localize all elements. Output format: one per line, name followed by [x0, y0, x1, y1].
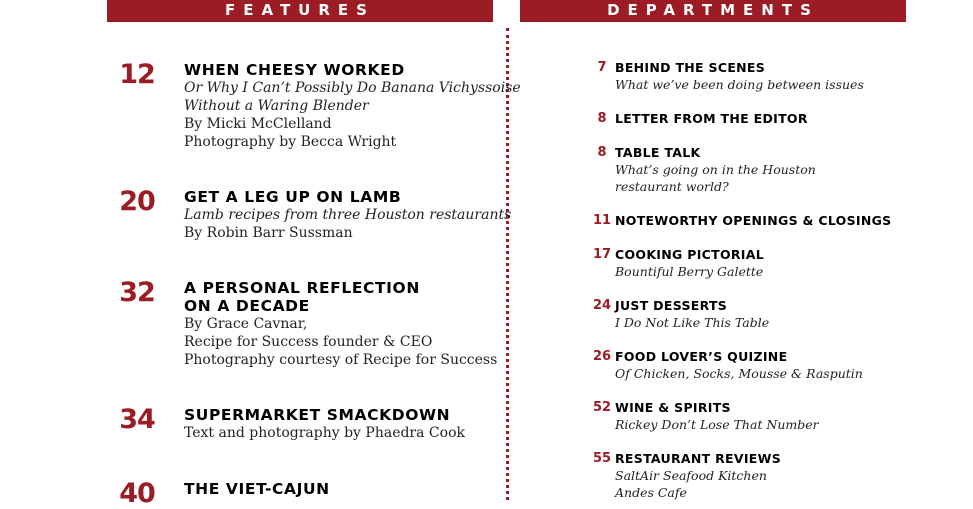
department-body [615, 247, 915, 280]
feature-credit: By Grace Cavnar, [184, 316, 308, 332]
feature-title: WHEN CHEESY WORKED [184, 61, 405, 79]
department-page-number: 11 [592, 213, 612, 228]
department-subtitle: I Do Not Like This Table [615, 315, 770, 330]
department-page-number: 17 [592, 247, 612, 262]
feature-subtitle: Lamb recipes from three Houston restaurants [184, 207, 512, 223]
department-subtitle: Rickey Don’t Lose That Number [615, 417, 819, 432]
department-body [615, 400, 915, 433]
department-body [615, 111, 915, 127]
department-body [615, 145, 915, 195]
department-body [615, 60, 915, 93]
feature-credit: Photography courtesy of Recipe for Success [184, 352, 498, 368]
department-page-number: 7 [597, 60, 607, 75]
feature-body [184, 406, 504, 442]
department-title: JUST DESSERTS [615, 298, 728, 313]
feature-title: A PERSONAL REFLECTION [184, 279, 420, 297]
department-body [615, 349, 915, 382]
department-page-number: 24 [592, 298, 612, 313]
feature-credit: Recipe for Success founder & CEO [184, 334, 433, 350]
feature-page-number: 12 [119, 59, 155, 90]
feature-subtitle: Or Why I Can’t Possibly Do Banana Vichyssoise [184, 80, 521, 96]
feature-credit: By Micki McClelland [184, 116, 332, 132]
department-page-number: 8 [597, 145, 607, 160]
feature-credit: Text and photography by Phaedra Cook [184, 425, 465, 441]
feature-body [184, 480, 504, 498]
features-header: FEATURES [107, 0, 493, 22]
dotted-divider [506, 28, 509, 500]
departments-header: DEPARTMENTS [520, 0, 906, 22]
feature-title: GET A LEG UP ON LAMB [184, 188, 402, 206]
feature-body [184, 61, 521, 151]
feature-body [184, 188, 512, 242]
department-body [615, 451, 915, 501]
department-title: NOTEWORTHY OPENINGS & CLOSINGS [615, 213, 892, 228]
feature-credit: By Robin Barr Sussman [184, 225, 353, 241]
department-subtitle: Of Chicken, Socks, Mousse & Rasputin [615, 366, 863, 381]
department-title: LETTER FROM THE EDITOR [615, 111, 808, 126]
feature-body [184, 279, 504, 369]
department-page-number: 26 [592, 349, 612, 364]
department-subtitle: Bountiful Berry Galette [615, 264, 764, 279]
feature-credit: Photography by Becca Wright [184, 134, 397, 150]
department-title: WINE & SPIRITS [615, 400, 731, 415]
feature-page-number: 32 [119, 277, 155, 308]
department-title: RESTAURANT REVIEWS [615, 451, 782, 466]
department-title: TABLE TALK [615, 145, 701, 160]
department-subtitle: SaltAir Seafood Kitchen [615, 468, 767, 483]
department-subtitle: restaurant world? [615, 179, 729, 194]
department-page-number: 55 [592, 451, 612, 466]
department-page-number: 8 [597, 111, 607, 126]
feature-title: THE VIET-CAJUN [184, 480, 330, 498]
department-subtitle: What we’ve been doing between issues [615, 77, 864, 92]
feature-subtitle: Without a Waring Blender [184, 98, 369, 114]
department-body [615, 298, 915, 331]
department-title: FOOD LOVER’S QUIZINE [615, 349, 788, 364]
department-subtitle: Andes Cafe [615, 485, 687, 500]
department-title: COOKING PICTORIAL [615, 247, 764, 262]
feature-title: SUPERMARKET SMACKDOWN [184, 406, 451, 424]
department-subtitle: What’s going on in the Houston [615, 162, 816, 177]
feature-title: ON A DECADE [184, 297, 310, 315]
department-title: BEHIND THE SCENES [615, 60, 766, 75]
feature-page-number: 34 [119, 404, 155, 435]
department-body [615, 213, 915, 229]
feature-page-number: 40 [119, 478, 155, 509]
department-page-number: 52 [592, 400, 612, 415]
feature-page-number: 20 [119, 186, 155, 217]
